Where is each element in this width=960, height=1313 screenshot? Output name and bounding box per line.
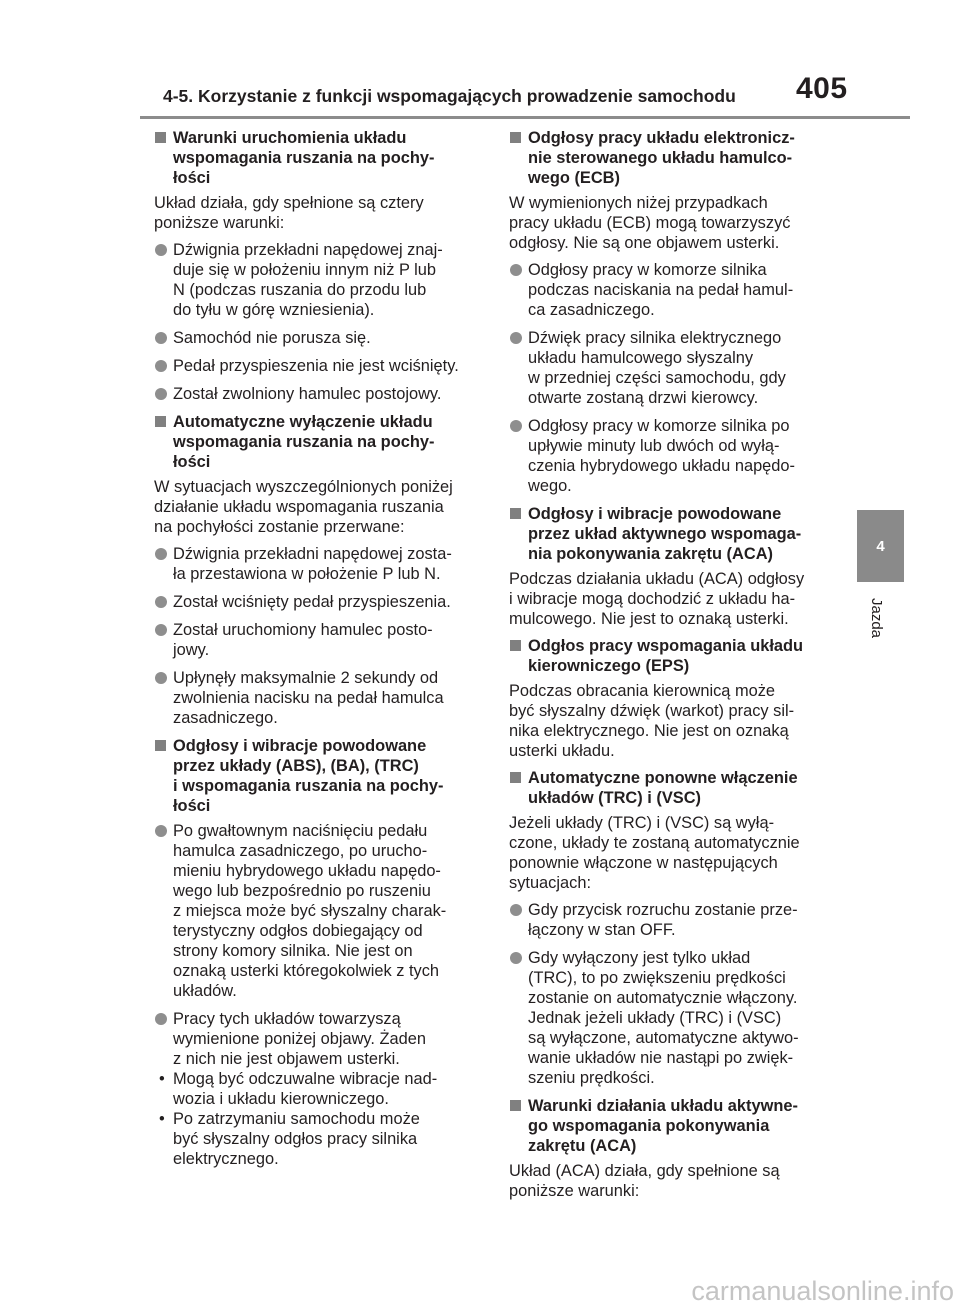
- heading-line: Automatyczne ponowne włączenie: [528, 769, 798, 787]
- circle-bullet-icon: [155, 672, 167, 684]
- text-line: działanie układu wspomagania ruszania: [154, 498, 444, 516]
- text-line: Podczas działania układu (ACA) odgłosy: [509, 570, 805, 588]
- list-item: [154, 1009, 484, 1069]
- heading-line: Odgłosy i wibracje powodowane: [528, 505, 782, 523]
- list-item: [154, 356, 484, 376]
- text-line: Gdy wyłączony jest tylko układ: [528, 949, 751, 967]
- text-line: Samochód nie porusza się.: [173, 329, 371, 347]
- heading-line: wspomagania ruszania na pochy-: [173, 149, 435, 167]
- text-line: wego lub bezpośrednio po ruszeniu: [173, 882, 431, 900]
- text-line: W sytuacjach wyszczególnionych poniżej: [154, 478, 453, 496]
- text-line: Został zwolniony hamulec postojowy.: [173, 385, 442, 403]
- heading-line: łości: [173, 453, 211, 471]
- text-line: czenia hybrydowego układu napędo-: [528, 457, 795, 475]
- square-bullet-icon: [155, 740, 166, 751]
- text-line: Jednak jeżeli układy (TRC) i (VSC): [528, 1009, 782, 1027]
- text-line: Dźwięk pracy silnika elektrycznego: [528, 329, 782, 347]
- text-line: Został uruchomiony hamulec posto-: [173, 621, 433, 639]
- section-heading: [509, 636, 839, 676]
- section-heading: [509, 768, 839, 808]
- text-line: Dźwignia przekładni napędowej znaj-: [173, 241, 443, 259]
- text-line: ca zasadniczego.: [528, 301, 655, 319]
- chapter-label: Jazda: [868, 598, 885, 639]
- paragraph: [509, 569, 839, 629]
- text-line: W wymienionych niżej przypadkach: [509, 194, 768, 212]
- square-bullet-icon: [510, 508, 521, 519]
- section-heading: [154, 128, 484, 188]
- text-line: Został wciśnięty pedał przyspieszenia.: [173, 593, 451, 611]
- circle-bullet-icon: [155, 548, 167, 560]
- heading-line: Odgłosy pracy układu elektronicz-: [528, 129, 795, 147]
- text-line: zostanie on automatycznie włączony.: [528, 989, 798, 1007]
- heading-line: go wspomagania pokonywania: [528, 1117, 770, 1135]
- text-line: usterki układu.: [509, 742, 615, 760]
- heading-line: wspomagania ruszania na pochy-: [173, 433, 435, 451]
- chapter-title: 4-5. Korzystanie z funkcji wspomagających prowadzenie samochodu: [163, 86, 736, 106]
- text-line: zasadniczego.: [173, 709, 278, 727]
- text-line: jowy.: [173, 641, 210, 659]
- text-line: ła przestawiona w położenie P lub N.: [173, 565, 441, 583]
- square-bullet-icon: [510, 640, 521, 651]
- list-item: [509, 260, 839, 320]
- text-line: hamulca zasadniczego, po urucho-: [173, 842, 428, 860]
- square-bullet-icon: [510, 772, 521, 783]
- text-line: pracy układu (ECB) mogą towarzyszyć: [509, 214, 791, 232]
- heading-line: nie sterowanego układu hamulco-: [528, 149, 793, 167]
- text-line: być słyszalny odgłos pracy silnika: [173, 1130, 418, 1148]
- text-line: są wyłączone, automatyczne aktywo-: [528, 1029, 799, 1047]
- section-heading: [509, 1096, 839, 1156]
- sub-bullet-icon: •: [159, 1110, 165, 1128]
- text-line: otwarte zostaną drzwi kierowcy.: [528, 389, 759, 407]
- text-line: nika elektrycznego. Nie jest on oznaką: [509, 722, 789, 740]
- heading-line: wego (ECB): [528, 169, 620, 187]
- text-line: na pochyłości zostanie przerwane:: [154, 518, 405, 536]
- text-line: i wibracje mogą dochodzić z układu ha-: [509, 590, 796, 608]
- text-line: Po gwałtownym naciśnięciu pedału: [173, 822, 428, 840]
- sub-list-item: [154, 1109, 484, 1169]
- header-divider: [140, 116, 910, 119]
- circle-bullet-icon: [155, 332, 167, 344]
- paragraph: [509, 813, 839, 893]
- text-line: Odgłosy pracy w komorze silnika po: [528, 417, 790, 435]
- text-line: poniższe warunki:: [154, 214, 285, 232]
- text-line: czone, układy te zostaną automatycznie: [509, 834, 800, 852]
- circle-bullet-icon: [155, 825, 167, 837]
- list-item: [154, 620, 484, 660]
- heading-line: kierowniczego (EPS): [528, 657, 690, 675]
- text-line: poniższe warunki:: [509, 1182, 640, 1200]
- circle-bullet-icon: [155, 360, 167, 372]
- square-bullet-icon: [510, 132, 521, 143]
- text-line: elektrycznego.: [173, 1150, 279, 1168]
- heading-line: przez układ aktywnego wspomaga-: [528, 525, 802, 543]
- text-line: szeniu prędkości.: [528, 1069, 655, 1087]
- heading-line: łości: [173, 797, 211, 815]
- text-line: strony komory silnika. Nie jest on: [173, 942, 413, 960]
- text-line: wymienione poniżej objawy. Żaden: [173, 1030, 426, 1048]
- page-number: 405: [796, 72, 848, 105]
- text-line: Układ (ACA) działa, gdy spełnione są: [509, 1162, 780, 1180]
- right-column: [509, 128, 839, 1208]
- text-line: w przedniej części samochodu, gdy: [528, 369, 786, 387]
- heading-line: Odgłosy i wibracje powodowane: [173, 737, 427, 755]
- text-line: podczas naciskania na pedał hamul-: [528, 281, 794, 299]
- section-heading: [154, 412, 484, 472]
- circle-bullet-icon: [155, 596, 167, 608]
- heading-line: i wspomagania ruszania na pochy-: [173, 777, 444, 795]
- heading-line: Automatyczne wyłączenie układu: [173, 413, 433, 431]
- text-line: układów.: [173, 982, 237, 1000]
- list-item: [154, 821, 484, 1001]
- square-bullet-icon: [510, 1100, 521, 1111]
- list-item: [154, 328, 484, 348]
- text-line: Mogą być odczuwalne wibracje nad-: [173, 1070, 438, 1088]
- heading-line: Warunki działania układu aktywne-: [528, 1097, 798, 1115]
- list-item: [509, 328, 839, 408]
- paragraph: [509, 1161, 839, 1201]
- text-line: sytuacjach:: [509, 874, 591, 892]
- text-line: Odgłosy pracy w komorze silnika: [528, 261, 767, 279]
- text-line: Dźwignia przekładni napędowej zosta-: [173, 545, 452, 563]
- heading-line: przez układy (ABS), (BA), (TRC): [173, 757, 419, 775]
- heading-line: Odgłos pracy wspomagania układu: [528, 637, 804, 655]
- left-column: [154, 128, 484, 1169]
- text-line: terystyczny odgłos dobiegający od: [173, 922, 423, 940]
- section-heading: [154, 736, 484, 816]
- text-line: oznaką usterki któregokolwiek z tych: [173, 962, 440, 980]
- text-line: z miejsca może być słyszalny charak-: [173, 902, 447, 920]
- list-item: [154, 240, 484, 320]
- square-bullet-icon: [155, 416, 166, 427]
- list-item: [154, 668, 484, 728]
- text-line: łączony w stan OFF.: [528, 921, 676, 939]
- sub-bullet-icon: •: [159, 1070, 165, 1088]
- text-line: Upłynęły maksymalnie 2 sekundy od: [173, 669, 439, 687]
- heading-line: układów (TRC) i (VSC): [528, 789, 702, 807]
- heading-line: zakrętu (ACA): [528, 1137, 637, 1155]
- list-item: [154, 544, 484, 584]
- watermark: carmanualsonline.info: [691, 1276, 954, 1306]
- text-line: Jeżeli układy (TRC) i (VSC) są wyłą-: [509, 814, 775, 832]
- section-heading: [509, 128, 839, 188]
- text-line: N (podczas ruszania do przodu lub: [173, 281, 427, 299]
- circle-bullet-icon: [510, 904, 522, 916]
- paragraph: [509, 193, 839, 253]
- text-line: do tyłu w górę wzniesienia).: [173, 301, 375, 319]
- text-line: duje się w położeniu innym niż P lub: [173, 261, 437, 279]
- text-line: (TRC), to po zwiększeniu prędkości: [528, 969, 786, 987]
- heading-line: nia pokonywania zakrętu (ACA): [528, 545, 773, 563]
- text-line: zwolnienia nacisku na pedał hamulca: [173, 689, 444, 707]
- text-line: upływie minuty lub dwóch od wyłą-: [528, 437, 780, 455]
- list-item: [154, 384, 484, 404]
- text-line: Po zatrzymaniu samochodu może: [173, 1110, 420, 1128]
- list-item: [154, 592, 484, 612]
- text-line: Gdy przycisk rozruchu zostanie prze-: [528, 901, 798, 919]
- text-line: Pracy tych układów towarzyszą: [173, 1010, 401, 1028]
- chapter-tab: [857, 510, 904, 582]
- text-line: mieniu hybrydowego układu napędo-: [173, 862, 441, 880]
- text-line: wego.: [528, 477, 572, 495]
- text-line: mulcowego. Nie jest to oznaką usterki.: [509, 610, 789, 628]
- paragraph: [509, 681, 839, 761]
- text-line: być słyszalny dźwięk (warkot) pracy sil-: [509, 702, 795, 720]
- circle-bullet-icon: [155, 624, 167, 636]
- text-line: Pedał przyspieszenia nie jest wciśnięty.: [173, 357, 459, 375]
- chapter-number: 4: [876, 537, 885, 555]
- text-line: wanie układów nie nastąpi po zwięk-: [528, 1049, 794, 1067]
- circle-bullet-icon: [510, 332, 522, 344]
- heading-line: łości: [173, 169, 211, 187]
- circle-bullet-icon: [155, 388, 167, 400]
- text-line: ponownie włączone w następujących: [509, 854, 778, 872]
- text-line: z nich nie jest objawem usterki.: [173, 1050, 400, 1068]
- list-item: [509, 900, 839, 940]
- circle-bullet-icon: [510, 952, 522, 964]
- heading-line: Warunki uruchomienia układu: [173, 129, 407, 147]
- circle-bullet-icon: [510, 420, 522, 432]
- square-bullet-icon: [155, 132, 166, 143]
- text-line: wozia i układu kierowniczego.: [173, 1090, 389, 1108]
- paragraph: [154, 477, 484, 537]
- text-line: odgłosy. Nie są one objawem usterki.: [509, 234, 780, 252]
- paragraph: [154, 193, 484, 233]
- sub-list-item: [154, 1069, 484, 1109]
- section-heading: [509, 504, 839, 564]
- list-item: [509, 416, 839, 496]
- text-line: Podczas obracania kierownicą może: [509, 682, 776, 700]
- text-line: Układ działa, gdy spełnione są cztery: [154, 194, 424, 212]
- list-item: [509, 948, 839, 1088]
- circle-bullet-icon: [155, 1013, 167, 1025]
- text-line: układu hamulcowego słyszalny: [528, 349, 754, 367]
- circle-bullet-icon: [510, 264, 522, 276]
- circle-bullet-icon: [155, 244, 167, 256]
